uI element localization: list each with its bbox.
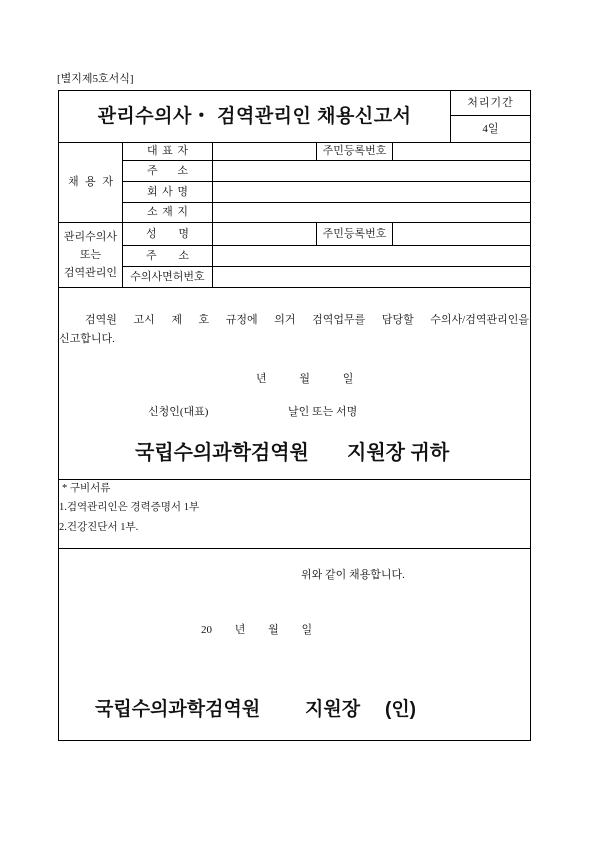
processing-period-label: 처리기간 [467,96,514,109]
approval-statement: 위와 같이 채용합니다. [301,569,405,581]
issuer-agency: 국립수의과학검역원 [95,699,261,720]
company-location-value-cell [213,203,530,222]
company-location-label [123,203,212,222]
name-value-cell [213,223,316,245]
form-code: [별지제5호서식] [57,73,134,85]
employer-section-label-text: 채 용 자 [68,176,113,188]
addressee-agency: 국립수의과학검역원 [135,442,309,464]
form-title: 관리수의사・ 검역관리인 채용신고서 [97,106,412,127]
table-rule [58,548,531,549]
employer-resident-id-value-cell [393,143,530,160]
applicant-label: 신청인(대표) [148,406,209,418]
table-rule [58,479,531,480]
veterinarian-section-label-line: 검역관리인 [63,267,118,279]
seal-mark: (인) [385,699,417,720]
veterinarian-section-label-line: 관리수의사 [63,231,118,243]
company-name-label [123,182,212,202]
signature-label: 날인 또는 서명 [288,406,358,418]
addressee-title: 지원장 귀하 [347,442,450,464]
veterinarian-section-label [59,223,122,287]
employer-section-label [59,143,122,222]
attachment-item: 1.검역관리인은 경력증명서 1부 [59,502,200,513]
representative-value-cell [213,143,316,160]
company-location-label-text: 소 재 지 [147,206,188,218]
employer-address-label [123,161,212,181]
license-number-label: 수의사면허번호 [130,270,205,283]
name-label [123,223,212,245]
attachments-heading: * 구비서류 [62,483,111,494]
employer-address-value-cell [213,161,530,181]
company-name-value-cell [213,182,530,202]
declaration-line-1-text: 검역원 고시 제 호 규정에 의거 검역업무를 담당할 수의사/검역관리인을 [85,314,529,326]
veterinarian-resident-id-value-cell [393,223,530,245]
veterinarian-address-label [123,246,212,266]
company-name-label-text: 회 사 명 [147,185,188,198]
representative-label-text: 대 표 자 [147,145,188,157]
issuer-title: 지원장 [305,699,361,720]
representative-label [123,143,212,160]
attachment-item: 2.건강진단서 1부. [59,522,139,533]
employer-resident-id-label: 주민등록번호 [322,145,387,157]
veterinarian-address-label-text: 주 소 [146,249,189,262]
employer-address-label-text: 주 소 [147,164,188,177]
name-label-text: 성 명 [146,227,189,240]
license-number-value-cell [213,267,530,287]
veterinarian-resident-id-label: 주민등록번호 [322,227,387,240]
veterinarian-address-value-cell [213,246,530,266]
approval-date: 20 년 월 일 [201,624,313,636]
table-rule [58,287,531,288]
declaration-date: 년 월 일 [256,373,354,385]
veterinarian-section-label-line: 또는 [79,249,102,261]
declaration-line-1 [85,315,529,326]
processing-period-value: 4일 [482,122,499,135]
declaration-line-2: 신고합니다. [59,333,115,345]
